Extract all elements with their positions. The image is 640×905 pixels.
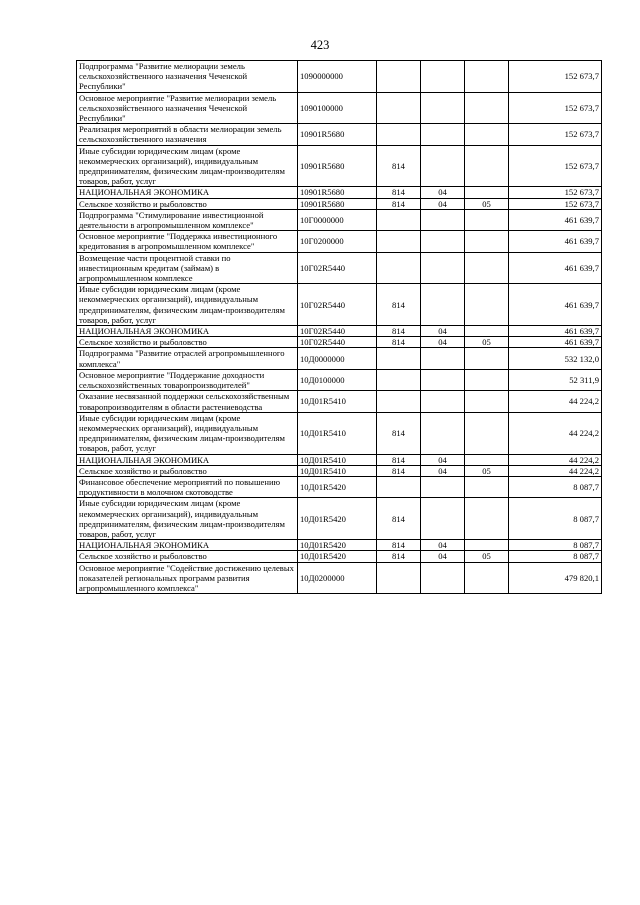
table-row — [77, 198, 602, 209]
budget-table-body — [77, 61, 602, 594]
target-article-code-cell: 10Д01R5410 — [298, 412, 377, 454]
expense-type-code-cell — [377, 391, 421, 412]
amount-cell: 461 639,7 — [509, 231, 602, 252]
row-name-cell: Финансовое обеспечение мероприятий по повышению продуктивности в молочном скотоводстве — [77, 476, 298, 497]
amount-cell: 461 639,7 — [509, 326, 602, 337]
expense-type-code-cell: 814 — [377, 326, 421, 337]
subsection-code-cell — [465, 369, 509, 390]
target-article-code-cell: 1090100000 — [298, 92, 377, 124]
row-name-cell: НАЦИОНАЛЬНАЯ ЭКОНОМИКА — [77, 187, 298, 198]
amount-cell: 461 639,7 — [509, 337, 602, 348]
section-code-cell: 04 — [421, 337, 465, 348]
amount-cell: 44 224,2 — [509, 391, 602, 412]
row-name-cell: Иные субсидии юридическим лицам (кроме некоммерческих организаций), индивидуальным предпринимателям, физическим лицам-производителям товаров, работ, услуг — [77, 284, 298, 326]
table-row — [77, 284, 602, 326]
subsection-code-cell — [465, 284, 509, 326]
table-row — [77, 61, 602, 93]
amount-cell: 152 673,7 — [509, 61, 602, 93]
section-code-cell — [421, 412, 465, 454]
target-article-code-cell: 10Г0200000 — [298, 231, 377, 252]
subsection-code-cell — [465, 326, 509, 337]
amount-cell: 8 087,7 — [509, 476, 602, 497]
amount-cell: 152 673,7 — [509, 198, 602, 209]
row-name-cell: Подпрограмма "Развитие мелиорации земель сельскохозяйственного назначения Чеченской Республики" — [77, 61, 298, 93]
subsection-code-cell — [465, 92, 509, 124]
table-row — [77, 465, 602, 476]
section-code-cell — [421, 231, 465, 252]
page-number: 423 — [310, 38, 330, 52]
row-name-cell: Сельское хозяйство и рыболовство — [77, 551, 298, 562]
row-name-cell: НАЦИОНАЛЬНАЯ ЭКОНОМИКА — [77, 540, 298, 551]
amount-cell: 461 639,7 — [509, 209, 602, 230]
subsection-code-cell: 05 — [465, 337, 509, 348]
table-row — [77, 326, 602, 337]
target-article-code-cell: 10Д0000000 — [298, 348, 377, 369]
amount-cell: 44 224,2 — [509, 465, 602, 476]
table-row — [77, 231, 602, 252]
row-name-cell: Сельское хозяйство и рыболовство — [77, 198, 298, 209]
amount-cell: 44 224,2 — [509, 412, 602, 454]
expense-type-code-cell: 814 — [377, 465, 421, 476]
table-row — [77, 209, 602, 230]
section-code-cell — [421, 145, 465, 187]
amount-cell: 152 673,7 — [509, 145, 602, 187]
subsection-code-cell — [465, 540, 509, 551]
section-code-cell: 04 — [421, 454, 465, 465]
row-name-cell: Основное мероприятие "Поддержка инвестиционного кредитования в агропромышленном комплексе" — [77, 231, 298, 252]
expense-type-code-cell: 814 — [377, 412, 421, 454]
subsection-code-cell: 05 — [465, 465, 509, 476]
target-article-code-cell: 10Г02R5440 — [298, 337, 377, 348]
section-code-cell — [421, 92, 465, 124]
subsection-code-cell — [465, 454, 509, 465]
section-code-cell: 04 — [421, 465, 465, 476]
row-name-cell: Иные субсидии юридическим лицам (кроме некоммерческих организаций), индивидуальным предпринимателям, физическим лицам-производителям товаров, работ, услуг — [77, 145, 298, 187]
table-row — [77, 540, 602, 551]
section-code-cell: 04 — [421, 198, 465, 209]
table-row — [77, 92, 602, 124]
row-name-cell: НАЦИОНАЛЬНАЯ ЭКОНОМИКА — [77, 326, 298, 337]
section-code-cell — [421, 252, 465, 284]
expense-type-code-cell: 814 — [377, 198, 421, 209]
target-article-code-cell: 10Д01R5420 — [298, 498, 377, 540]
target-article-code-cell: 10Д01R5420 — [298, 540, 377, 551]
table-row — [77, 391, 602, 412]
row-name-cell: Оказание несвязанной поддержки сельскохозяйственным товаропроизводителям в области растениеводства — [77, 391, 298, 412]
amount-cell: 52 311,9 — [509, 369, 602, 390]
section-code-cell: 04 — [421, 540, 465, 551]
section-code-cell: 04 — [421, 187, 465, 198]
subsection-code-cell — [465, 348, 509, 369]
expense-type-code-cell: 814 — [377, 145, 421, 187]
target-article-code-cell: 10Д01R5420 — [298, 476, 377, 497]
target-article-code-cell: 10Д01R5420 — [298, 551, 377, 562]
expense-type-code-cell — [377, 348, 421, 369]
target-article-code-cell: 10Г02R5440 — [298, 284, 377, 326]
expense-type-code-cell — [377, 61, 421, 93]
target-article-code-cell: 10901R5680 — [298, 187, 377, 198]
expense-type-code-cell — [377, 369, 421, 390]
amount-cell: 152 673,7 — [509, 124, 602, 145]
expense-type-code-cell — [377, 231, 421, 252]
table-row — [77, 562, 602, 594]
section-code-cell — [421, 61, 465, 93]
subsection-code-cell — [465, 187, 509, 198]
expense-type-code-cell — [377, 124, 421, 145]
subsection-code-cell: 05 — [465, 551, 509, 562]
target-article-code-cell: 10Г02R5440 — [298, 326, 377, 337]
row-name-cell: Иные субсидии юридическим лицам (кроме некоммерческих организаций), индивидуальным предпринимателям, физическим лицам-производителям товаров, работ, услуг — [77, 412, 298, 454]
expense-type-code-cell — [377, 562, 421, 594]
subsection-code-cell — [465, 391, 509, 412]
row-name-cell: Основное мероприятие "Поддержание доходности сельскохозяйственных товаропроизводителей" — [77, 369, 298, 390]
expense-type-code-cell: 814 — [377, 540, 421, 551]
amount-cell: 461 639,7 — [509, 252, 602, 284]
row-name-cell: Возмещение части процентной ставки по инвестиционным кредитам (займам) в агропромышленном комплексе — [77, 252, 298, 284]
row-name-cell: НАЦИОНАЛЬНАЯ ЭКОНОМИКА — [77, 454, 298, 465]
target-article-code-cell: 10Д0200000 — [298, 562, 377, 594]
amount-cell: 152 673,7 — [509, 92, 602, 124]
section-code-cell: 04 — [421, 551, 465, 562]
table-row — [77, 145, 602, 187]
row-name-cell: Основное мероприятие "Развитие мелиорации земель сельскохозяйственного назначения Чеченской Республики" — [77, 92, 298, 124]
row-name-cell: Подпрограмма "Развитие отраслей агропромышленного комплекса" — [77, 348, 298, 369]
table-row — [77, 369, 602, 390]
section-code-cell — [421, 562, 465, 594]
subsection-code-cell — [465, 231, 509, 252]
expense-type-code-cell — [377, 92, 421, 124]
expense-type-code-cell — [377, 252, 421, 284]
amount-cell: 8 087,7 — [509, 498, 602, 540]
target-article-code-cell: 10901R5680 — [298, 198, 377, 209]
expense-type-code-cell: 814 — [377, 284, 421, 326]
expense-type-code-cell — [377, 209, 421, 230]
expense-type-code-cell: 814 — [377, 498, 421, 540]
section-code-cell — [421, 369, 465, 390]
subsection-code-cell — [465, 562, 509, 594]
subsection-code-cell — [465, 252, 509, 284]
amount-cell: 461 639,7 — [509, 284, 602, 326]
amount-cell: 532 132,0 — [509, 348, 602, 369]
target-article-code-cell: 10Д01R5410 — [298, 391, 377, 412]
table-row — [77, 348, 602, 369]
subsection-code-cell — [465, 498, 509, 540]
section-code-cell — [421, 348, 465, 369]
table-row — [77, 454, 602, 465]
amount-cell: 479 820,1 — [509, 562, 602, 594]
amount-cell: 44 224,2 — [509, 454, 602, 465]
subsection-code-cell — [465, 476, 509, 497]
expense-type-code-cell: 814 — [377, 337, 421, 348]
section-code-cell — [421, 284, 465, 326]
table-row — [77, 476, 602, 497]
subsection-code-cell — [465, 209, 509, 230]
table-row — [77, 498, 602, 540]
table-row — [77, 412, 602, 454]
section-code-cell — [421, 391, 465, 412]
table-row — [77, 124, 602, 145]
table-row — [77, 551, 602, 562]
amount-cell: 8 087,7 — [509, 551, 602, 562]
row-name-cell: Реализация мероприятий в области мелиорации земель сельскохозяйственного назначения — [77, 124, 298, 145]
table-row — [77, 187, 602, 198]
section-code-cell — [421, 209, 465, 230]
section-code-cell: 04 — [421, 326, 465, 337]
subsection-code-cell — [465, 124, 509, 145]
target-article-code-cell: 10Д01R5410 — [298, 454, 377, 465]
section-code-cell — [421, 498, 465, 540]
row-name-cell: Подпрограмма "Стимулирование инвестиционной деятельности в агропромышленном комплексе" — [77, 209, 298, 230]
section-code-cell — [421, 124, 465, 145]
subsection-code-cell — [465, 412, 509, 454]
row-name-cell: Сельское хозяйство и рыболовство — [77, 465, 298, 476]
target-article-code-cell: 10Д01R5410 — [298, 465, 377, 476]
subsection-code-cell — [465, 145, 509, 187]
target-article-code-cell: 10Г02R5440 — [298, 252, 377, 284]
expense-type-code-cell: 814 — [377, 454, 421, 465]
section-code-cell — [421, 476, 465, 497]
subsection-code-cell — [465, 61, 509, 93]
target-article-code-cell: 10Г0000000 — [298, 209, 377, 230]
subsection-code-cell: 05 — [465, 198, 509, 209]
table-row — [77, 252, 602, 284]
budget-table — [76, 60, 602, 594]
target-article-code-cell: 1090000000 — [298, 61, 377, 93]
target-article-code-cell: 10Д0100000 — [298, 369, 377, 390]
row-name-cell: Иные субсидии юридическим лицам (кроме некоммерческих организаций), индивидуальным предпринимателям, физическим лицам-производителям товаров, работ, услуг — [77, 498, 298, 540]
row-name-cell: Основное мероприятие "Содействие достижению целевых показателей региональных программ развития агропромышленного комплекса" — [77, 562, 298, 594]
target-article-code-cell: 10901R5680 — [298, 124, 377, 145]
expense-type-code-cell: 814 — [377, 551, 421, 562]
row-name-cell: Сельское хозяйство и рыболовство — [77, 337, 298, 348]
expense-type-code-cell: 814 — [377, 187, 421, 198]
table-row — [77, 337, 602, 348]
expense-type-code-cell — [377, 476, 421, 497]
amount-cell: 8 087,7 — [509, 540, 602, 551]
target-article-code-cell: 10901R5680 — [298, 145, 377, 187]
amount-cell: 152 673,7 — [509, 187, 602, 198]
